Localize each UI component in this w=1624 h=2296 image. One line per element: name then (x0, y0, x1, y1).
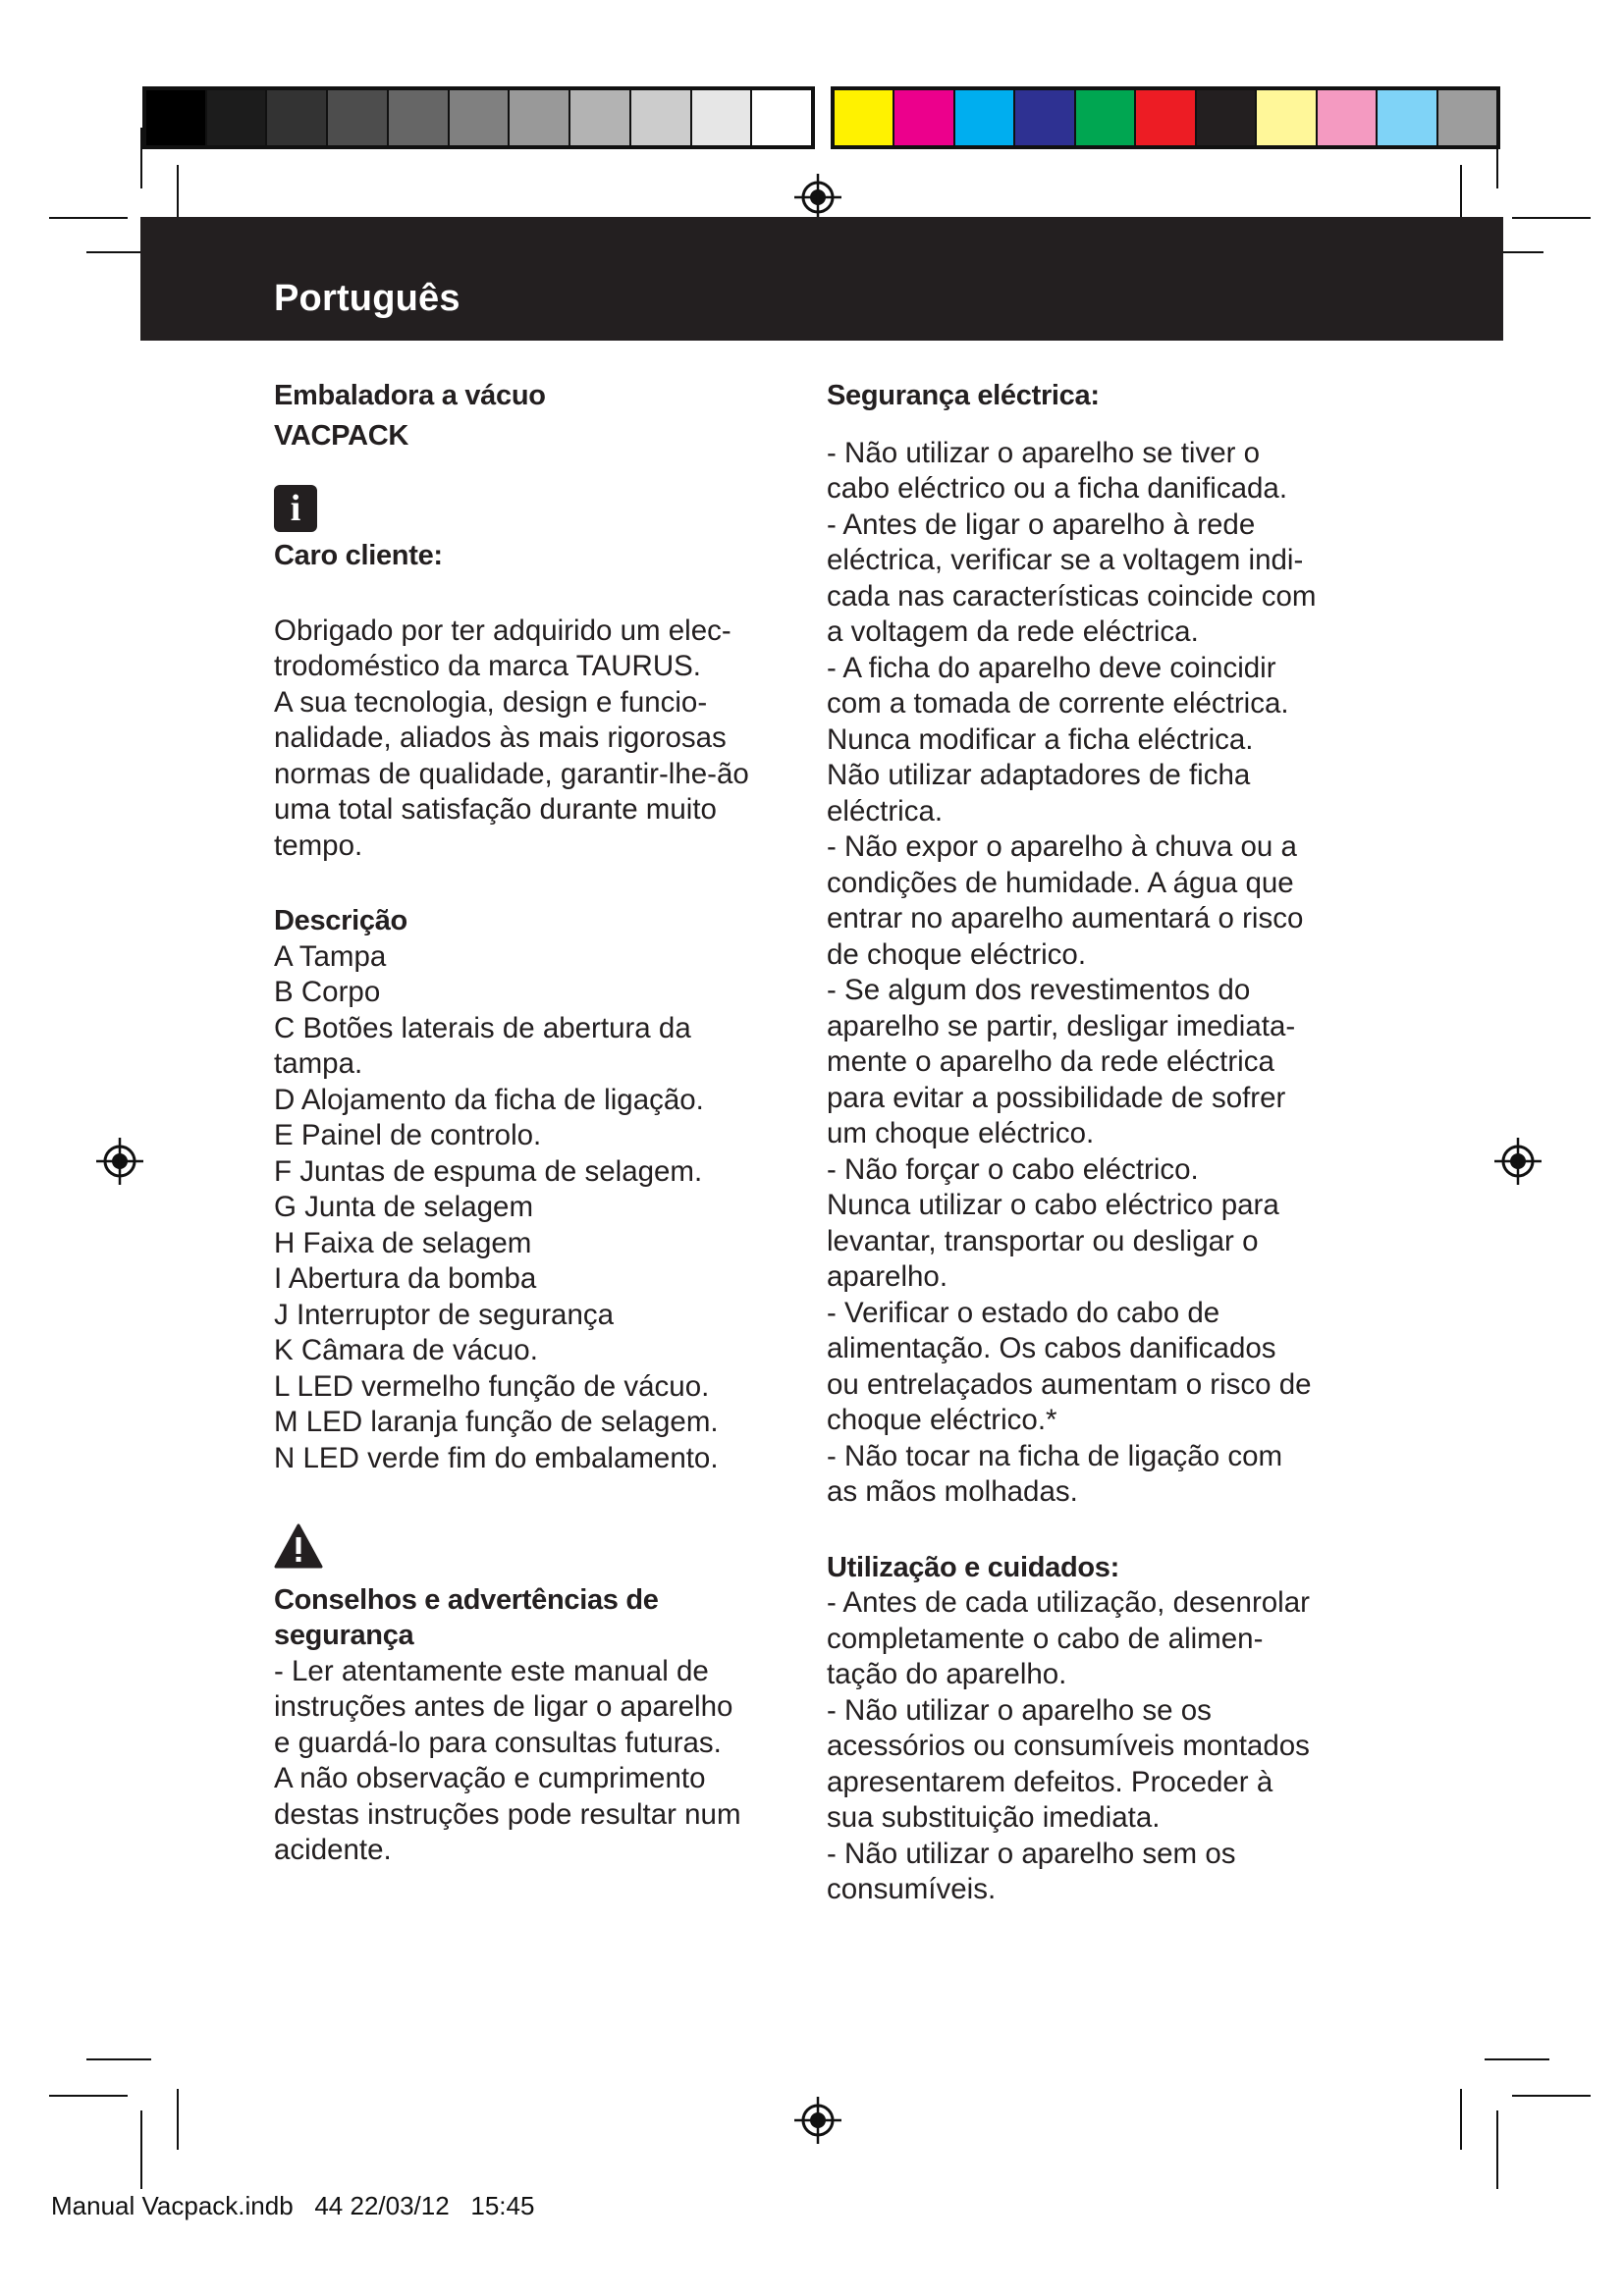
gray-swatch (690, 90, 751, 145)
text-line: Nunca modificar a ficha eléctrica. (827, 722, 1254, 756)
text-line: eléctrica, verificar se a voltagem indi- (827, 544, 1304, 576)
registration-mark-icon (1492, 1136, 1543, 1187)
crop-mark (140, 128, 142, 188)
text-line: - A ficha do aparelho deve coincidir (827, 651, 1276, 684)
description-list (274, 939, 804, 1477)
text-line: D Alojamento da ficha de ligação. (274, 1083, 704, 1116)
color-swatch (953, 90, 1013, 145)
text-line: M LED laranja função de selagem. (274, 1406, 719, 1438)
text-line: C Botões laterais de abertura da (274, 1011, 691, 1044)
text-line: Nunca utilizar o cabo eléctrico para (827, 1189, 1279, 1221)
crop-mark (140, 2110, 142, 2189)
text-line: - Não tocar na ficha de ligação com (827, 1439, 1283, 1472)
text-line: aparelho se partir, desligar imediata- (827, 1009, 1296, 1042)
text-line: - Não expor o aparelho à chuva ou a (827, 830, 1297, 863)
color-swatch (1376, 90, 1435, 145)
usage-heading: Utilização e cuidados: (827, 1551, 1119, 1583)
greeting-heading: Caro cliente: (274, 540, 443, 571)
grayscale-color-bar (142, 86, 815, 149)
text-line: para evitar a possibilidade de sofrer (827, 1081, 1286, 1114)
print-slug: Manual Vacpack.indb 44 22/03/12 15:45 (51, 2191, 535, 2220)
text-line: as mãos molhadas. (827, 1475, 1078, 1508)
text-line: entrar no aparelho aumentará o risco (827, 902, 1304, 934)
color-swatch (1436, 90, 1496, 145)
product-model: VACPACK (274, 419, 408, 452)
text-line: K Câmara de vácuo. (274, 1334, 538, 1366)
crop-mark (1460, 2089, 1462, 2150)
greeting-text (274, 614, 804, 865)
safety-text (274, 1654, 804, 1869)
registration-mark-icon (792, 2095, 843, 2146)
text-line: - Não utilizar o aparelho se os (827, 1693, 1212, 1727)
gray-swatch (568, 90, 629, 145)
text-line: - Não utilizar o aparelho se tiver o (827, 436, 1261, 469)
text-line: instruções antes de ligar o aparelho (274, 1690, 733, 1723)
safety-heading: Conselhos e advertências de segurança (274, 1583, 659, 1651)
text-line: completamente o cabo de alimen- (827, 1622, 1264, 1655)
text-line: H Faixa de selagem (274, 1226, 532, 1259)
text-line: de choque eléctrico. (827, 937, 1087, 971)
color-swatch (1255, 90, 1315, 145)
text-line: aparelho. (827, 1260, 948, 1293)
text-line: B Corpo (274, 976, 381, 1008)
gray-swatch (387, 90, 448, 145)
text-line: - Não forçar o cabo eléctrico. (827, 1152, 1199, 1186)
color-swatch (1074, 90, 1134, 145)
text-line: tampa. (274, 1047, 363, 1080)
text-line: sua substituição imediata. (827, 1801, 1161, 1834)
crop-mark (49, 2095, 128, 2097)
text-line: - Verificar o estado do cabo de (827, 1296, 1220, 1329)
language-title: Português (274, 278, 460, 319)
gray-swatch (750, 90, 811, 145)
text-line: - Antes de ligar o aparelho à rede (827, 507, 1256, 541)
text-line: normas de qualidade, garantir-lhe-ão (274, 757, 749, 790)
crop-mark (86, 2058, 151, 2060)
text-line: um choque eléctrico. (827, 1117, 1095, 1149)
text-line: trodoméstico da marca TAURUS. (274, 650, 701, 682)
crop-mark (1512, 217, 1591, 219)
process-color-bar (831, 86, 1500, 149)
text-line: nalidade, aliados às mais rigorosas (274, 721, 727, 754)
gray-swatch (508, 90, 568, 145)
crop-mark (1485, 2058, 1549, 2060)
registration-mark-icon (94, 1136, 145, 1187)
text-line: A Tampa (274, 939, 387, 973)
info-icon: i (274, 485, 317, 532)
color-swatch (893, 90, 952, 145)
text-line: apresentarem defeitos. Proceder à (827, 1765, 1273, 1798)
text-line: F Juntas de espuma de selagem. (274, 1154, 703, 1188)
left-column (274, 378, 804, 1869)
text-line: uma total satisfação durante muito (274, 793, 717, 826)
color-swatch (1134, 90, 1194, 145)
text-line: com a tomada de corrente eléctrica. (827, 687, 1289, 720)
text-line: I Abertura da bomba (274, 1262, 537, 1295)
registration-mark-icon (792, 172, 843, 223)
product-title: Embaladora a vácuo (274, 380, 546, 411)
text-line: - Não utilizar o aparelho sem os (827, 1837, 1236, 1870)
crop-mark (1496, 2110, 1498, 2189)
gray-swatch (205, 90, 266, 145)
text-line: eléctrica. (827, 794, 944, 828)
gray-swatch (146, 90, 205, 145)
text-line: L LED vermelho função de vácuo. (274, 1369, 710, 1403)
crop-mark (49, 217, 128, 219)
text-line: acessórios ou consumíveis montados (827, 1730, 1310, 1762)
electrical-safety-text (827, 436, 1357, 1511)
crop-mark (1512, 2095, 1591, 2097)
electrical-safety-heading: Segurança eléctrica: (827, 380, 1100, 411)
description-heading: Descrição (274, 905, 407, 936)
text-line: - Se algum dos revestimentos do (827, 974, 1251, 1006)
text-line: cada nas características coincide com (827, 579, 1317, 613)
gray-swatch (326, 90, 387, 145)
text-line: alimentação. Os cabos danificados (827, 1332, 1276, 1364)
gray-swatch (265, 90, 326, 145)
text-line: e guardá-lo para consultas futuras. (274, 1726, 722, 1759)
text-line: Não utilizar adaptadores de ficha (827, 759, 1251, 791)
text-line: cabo eléctrico ou a ficha danificada. (827, 472, 1288, 505)
crop-mark (1496, 128, 1498, 188)
text-line: J Interruptor de segurança (274, 1298, 615, 1331)
text-line: condições de humidade. A água que (827, 866, 1294, 899)
text-line: mente o aparelho da rede eléctrica (827, 1045, 1274, 1078)
language-header-band (140, 217, 1503, 341)
text-line: - Antes de cada utilização, desenrolar (827, 1586, 1310, 1619)
text-line: tempo. (274, 828, 363, 862)
gray-swatch (448, 90, 509, 145)
text-line: destas instruções pode resultar num (274, 1797, 741, 1831)
text-line: ou entrelaçados aumentam o risco de (827, 1367, 1312, 1401)
warning-icon (274, 1523, 323, 1569)
text-line: acidente. (274, 1834, 392, 1866)
text-line: choque eléctrico.* (827, 1404, 1057, 1436)
text-line: tação do aparelho. (827, 1658, 1067, 1690)
text-line: levantar, transportar ou desligar o (827, 1224, 1259, 1257)
text-line: Obrigado por ter adquirido um elec- (274, 614, 731, 647)
usage-text (827, 1585, 1357, 1908)
text-line: N LED verde fim do embalamento. (274, 1441, 719, 1474)
text-line: consumíveis. (827, 1873, 997, 1905)
text-line: a voltagem da rede eléctrica. (827, 615, 1199, 648)
gray-swatch (629, 90, 690, 145)
color-swatch (1195, 90, 1255, 145)
crop-mark (177, 2089, 179, 2150)
color-swatch (1316, 90, 1376, 145)
text-line: - Ler atentamente este manual de (274, 1654, 709, 1687)
crop-mark (86, 251, 141, 253)
text-line: E Painel de controlo. (274, 1119, 542, 1151)
color-swatch (835, 90, 893, 145)
text-line: A não observação e cumprimento (274, 1762, 706, 1794)
color-swatch (1013, 90, 1073, 145)
text-line: A sua tecnologia, design e funcio- (274, 685, 708, 719)
right-column (827, 378, 1357, 1908)
text-line: G Junta de selagem (274, 1191, 534, 1223)
